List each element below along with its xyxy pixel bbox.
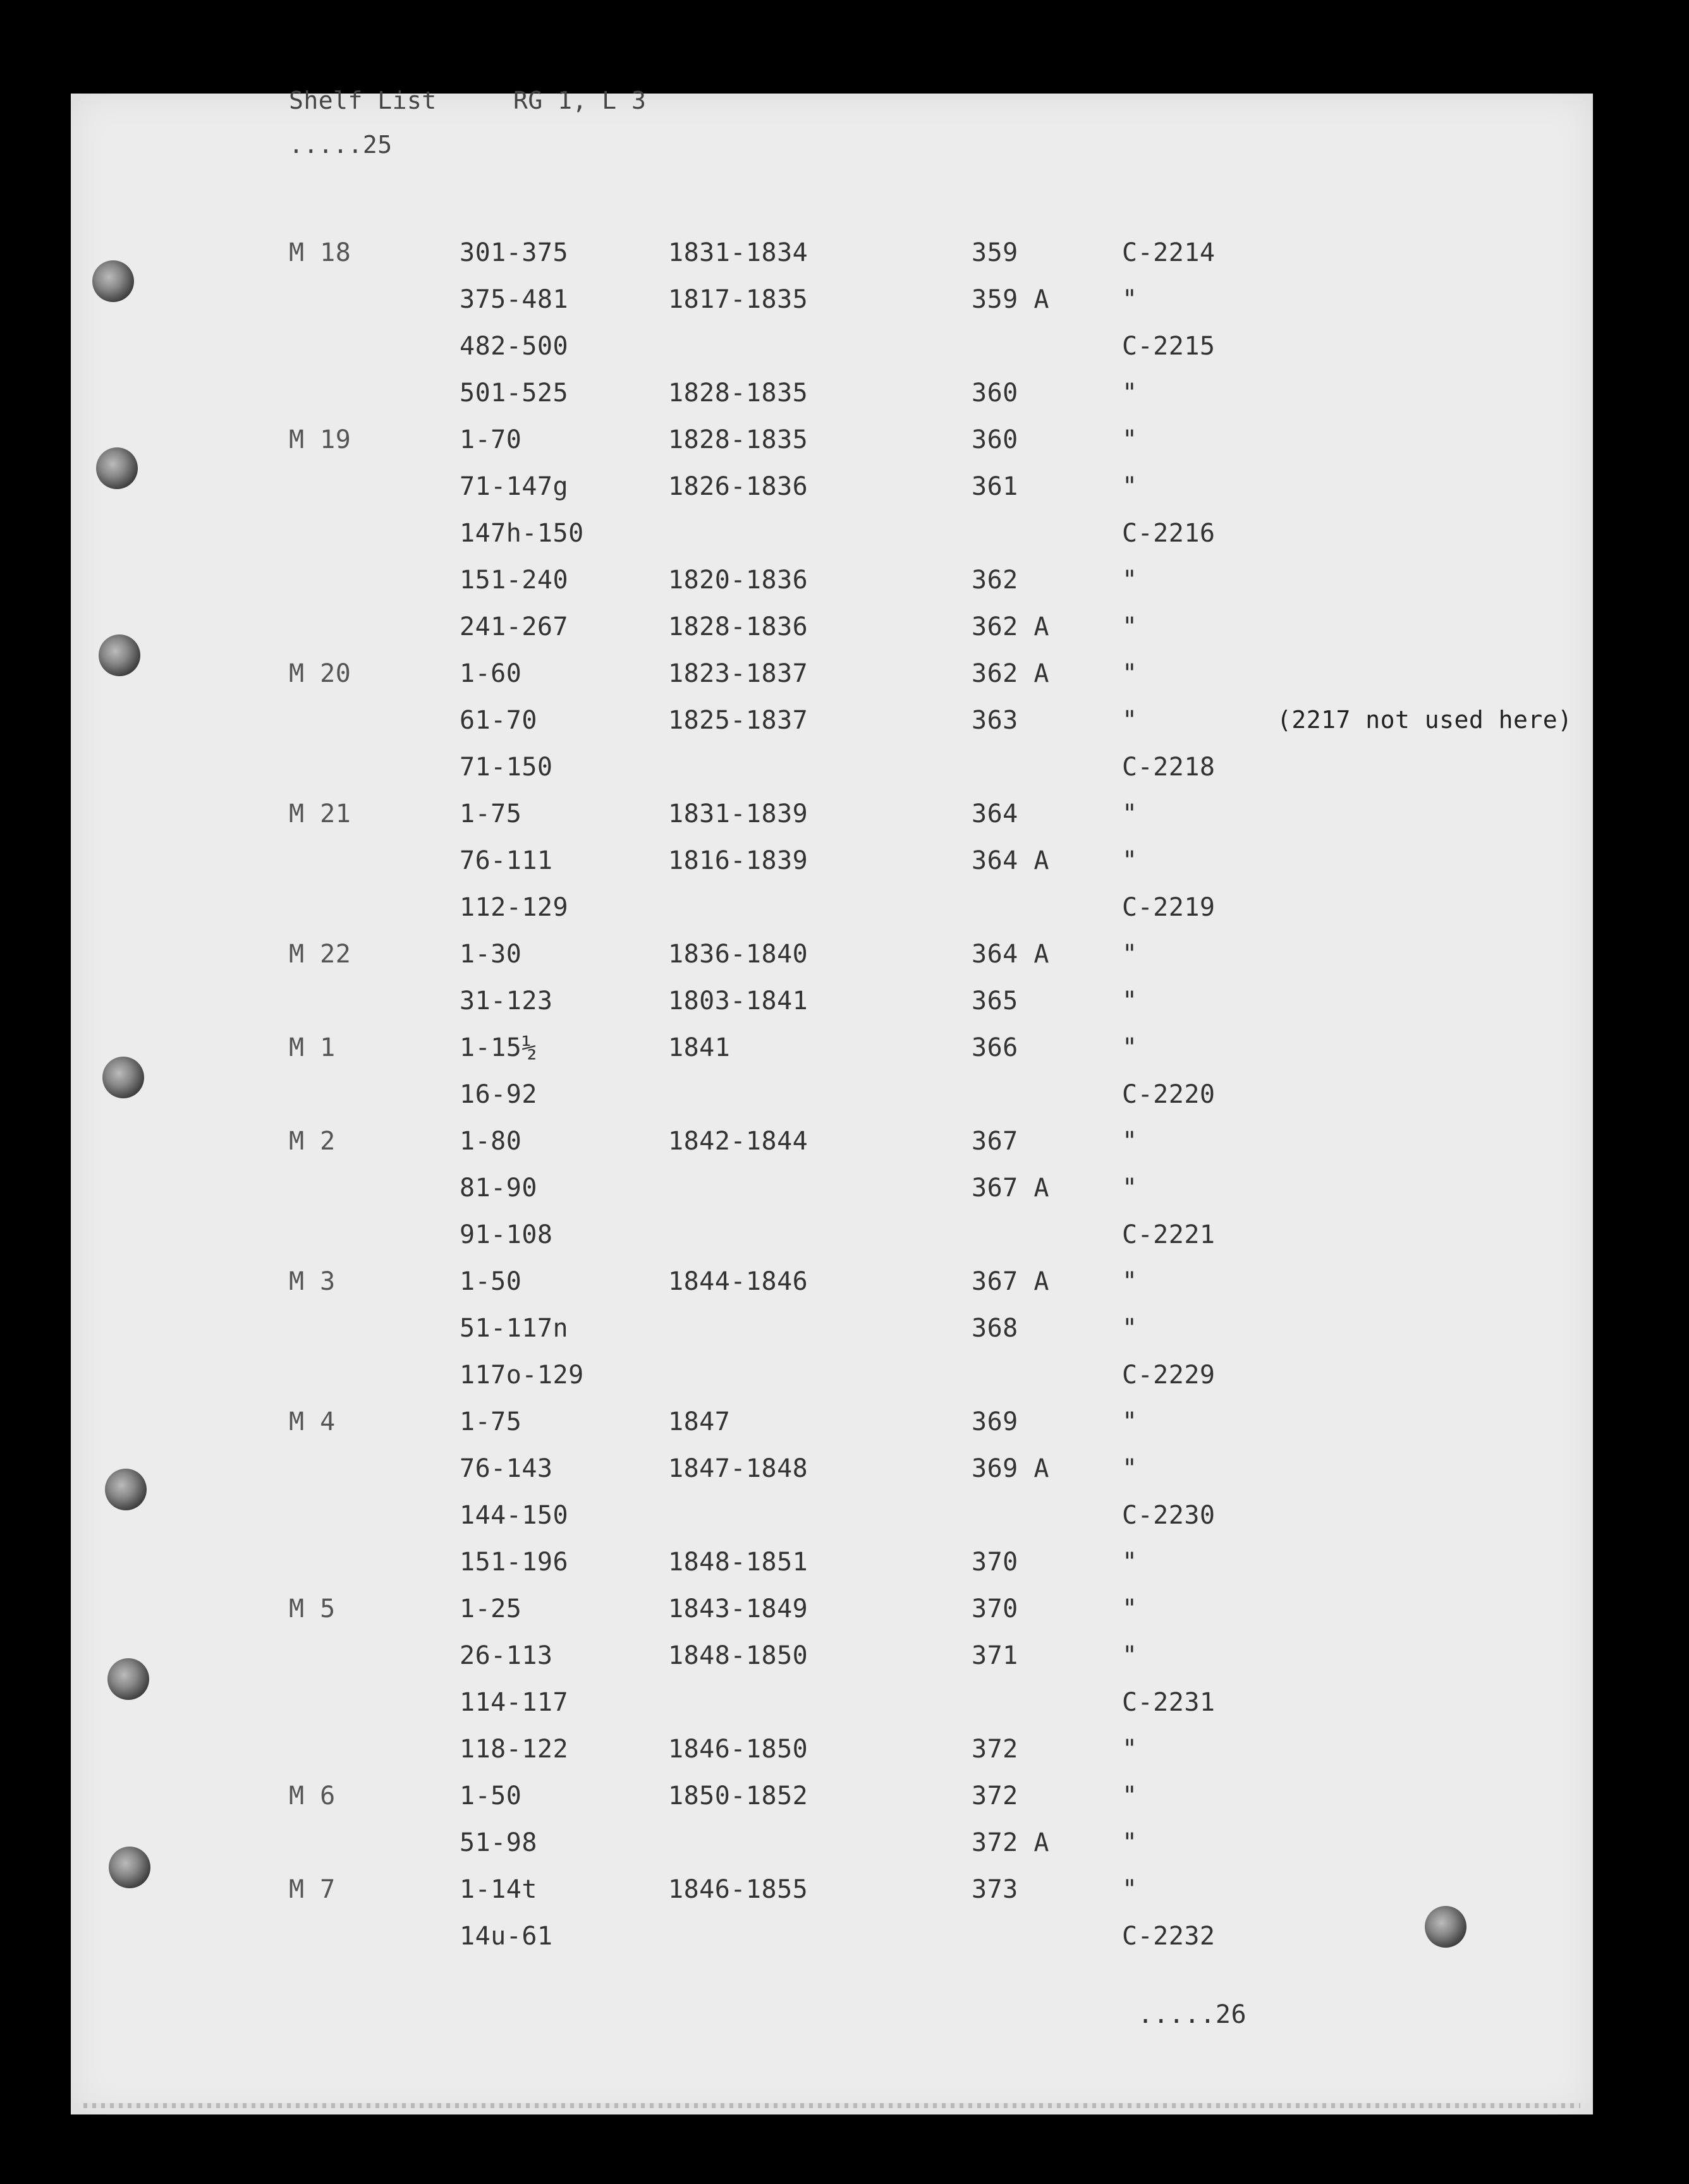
table-row	[71, 1643, 1593, 1675]
table-row	[71, 240, 1593, 272]
table-row	[71, 521, 1593, 552]
volume-number: 362	[972, 566, 1018, 595]
header-shelf-list: Shelf List	[289, 87, 437, 114]
microfilm-code: "	[1122, 1548, 1138, 1577]
item-range: 61-70	[460, 706, 537, 735]
volume-number: 364 A	[972, 940, 1049, 969]
reel-number: M 4	[289, 1407, 336, 1436]
date-range: 1847	[668, 1407, 731, 1436]
table-row	[71, 848, 1593, 880]
table-row	[71, 474, 1593, 506]
microfilm-code: C-2231	[1122, 1688, 1216, 1717]
item-range: 1-50	[460, 1781, 522, 1811]
table-row	[71, 1690, 1593, 1721]
volume-number: 365	[972, 986, 1018, 1016]
document-page	[71, 87, 1593, 2114]
reel-number: M 18	[289, 238, 351, 267]
date-range: 1828-1836	[668, 612, 808, 641]
table-row	[71, 567, 1593, 599]
microfilm-code: C-2221	[1122, 1220, 1216, 1249]
item-range: 1-30	[460, 940, 522, 969]
date-range: 1848-1851	[668, 1548, 808, 1577]
table-row	[71, 1503, 1593, 1534]
item-range: 112-129	[460, 893, 569, 922]
item-range: 118-122	[460, 1735, 569, 1764]
volume-number: 373	[972, 1875, 1018, 1904]
item-range: 144-150	[460, 1501, 569, 1530]
volume-number: 363	[972, 706, 1018, 735]
volume-number: 369 A	[972, 1454, 1049, 1483]
item-range: 71-150	[460, 753, 553, 782]
item-range: 151-240	[460, 566, 569, 595]
volume-number: 359 A	[972, 285, 1049, 314]
table-row	[71, 755, 1593, 786]
microfilm-code: "	[1122, 1828, 1138, 1857]
reel-number: M 19	[289, 425, 351, 454]
punch-hole	[102, 1057, 144, 1098]
table-row	[71, 1316, 1593, 1347]
date-range: 1803-1841	[668, 986, 808, 1016]
item-range: 1-60	[460, 659, 522, 688]
volume-number: 359	[972, 238, 1018, 267]
item-range: 51-98	[460, 1828, 537, 1857]
table-row	[71, 1175, 1593, 1207]
microfilm-code: "	[1122, 1875, 1138, 1904]
item-range: 482-500	[460, 332, 569, 361]
volume-number: 364 A	[972, 846, 1049, 875]
volume-number: 362 A	[972, 612, 1049, 641]
item-range: 81-90	[460, 1174, 537, 1203]
punch-hole	[105, 1469, 147, 1510]
reel-number: M 3	[289, 1267, 336, 1296]
microfilm-code: "	[1122, 1174, 1138, 1203]
microfilm-code: "	[1122, 1454, 1138, 1483]
date-range: 1828-1835	[668, 425, 808, 454]
microfilm-code: "	[1122, 285, 1138, 314]
item-range: 31-123	[460, 986, 553, 1016]
microfilm-code: "	[1122, 1407, 1138, 1436]
item-range: 501-525	[460, 379, 569, 408]
table-row	[71, 1269, 1593, 1301]
volume-number: 360	[972, 425, 1018, 454]
table-row	[71, 1550, 1593, 1581]
microfilm-code: "	[1122, 1781, 1138, 1811]
microfilm-code: "	[1122, 986, 1138, 1016]
date-range: 1847-1848	[668, 1454, 808, 1483]
table-row	[71, 1877, 1593, 1908]
microfilm-code: C-2230	[1122, 1501, 1216, 1530]
reel-number: M 1	[289, 1033, 336, 1062]
date-range: 1828-1835	[668, 379, 808, 408]
microfilm-code: C-2229	[1122, 1361, 1216, 1390]
microfilm-code: C-2220	[1122, 1080, 1216, 1109]
row-note: (2217 not used here)	[1277, 706, 1573, 734]
microfilm-code: "	[1122, 1314, 1138, 1343]
microfilm-code: C-2219	[1122, 893, 1216, 922]
reel-number: M 22	[289, 940, 351, 969]
microfilm-code: "	[1122, 846, 1138, 875]
punch-hole	[96, 447, 138, 489]
table-row	[71, 1082, 1593, 1113]
item-range: 1-80	[460, 1127, 522, 1156]
microfilm-code: "	[1122, 1033, 1138, 1062]
table-row	[71, 380, 1593, 412]
header-page-continuation: .....25	[289, 131, 393, 159]
volume-number: 370	[972, 1594, 1018, 1623]
item-range: 375-481	[460, 285, 569, 314]
item-range: 117o-129	[460, 1361, 584, 1390]
reel-number: M 20	[289, 659, 351, 688]
microfilm-code: "	[1122, 659, 1138, 688]
date-range: 1826-1836	[668, 472, 808, 501]
volume-number: 372	[972, 1735, 1018, 1764]
microfilm-code: "	[1122, 1267, 1138, 1296]
date-range: 1820-1836	[668, 566, 808, 595]
date-range: 1850-1852	[668, 1781, 808, 1811]
table-row	[71, 1783, 1593, 1815]
volume-number: 369	[972, 1407, 1018, 1436]
date-range: 1831-1839	[668, 799, 808, 828]
volume-number: 364	[972, 799, 1018, 828]
punch-hole	[1425, 1906, 1466, 1948]
item-range: 301-375	[460, 238, 569, 267]
date-range: 1831-1834	[668, 238, 808, 267]
date-range: 1825-1837	[668, 706, 808, 735]
punch-hole	[107, 1658, 149, 1700]
punch-hole	[109, 1847, 150, 1888]
volume-number: 367 A	[972, 1267, 1049, 1296]
table-row	[71, 708, 1593, 739]
table-row	[71, 1222, 1593, 1254]
item-range: 1-50	[460, 1267, 522, 1296]
table-row	[71, 801, 1593, 833]
volume-number: 362 A	[972, 659, 1049, 688]
date-range: 1843-1849	[668, 1594, 808, 1623]
table-row	[71, 334, 1593, 365]
volume-number: 372	[972, 1781, 1018, 1811]
microfilm-code: "	[1122, 940, 1138, 969]
item-range: 14u-61	[460, 1922, 553, 1951]
item-range: 114-117	[460, 1688, 569, 1717]
volume-number: 360	[972, 379, 1018, 408]
table-row	[71, 1035, 1593, 1067]
item-range: 76-143	[460, 1454, 553, 1483]
table-row	[71, 1456, 1593, 1488]
date-range: 1816-1839	[668, 846, 808, 875]
table-row	[71, 1830, 1593, 1862]
microfilm-code: "	[1122, 1641, 1138, 1670]
reel-number: M 6	[289, 1781, 336, 1811]
punch-hole	[92, 260, 134, 302]
date-range: 1846-1855	[668, 1875, 808, 1904]
footer-continuation: .....26	[1138, 2000, 1247, 2029]
item-range: 26-113	[460, 1641, 553, 1670]
volume-number: 371	[972, 1641, 1018, 1670]
item-range: 76-111	[460, 846, 553, 875]
table-row	[71, 1409, 1593, 1441]
microfilm-code: "	[1122, 1127, 1138, 1156]
reel-number: M 5	[289, 1594, 336, 1623]
microfilm-code: "	[1122, 1735, 1138, 1764]
table-row	[71, 895, 1593, 926]
date-range: 1842-1844	[668, 1127, 808, 1156]
item-range: 71-147g	[460, 472, 569, 501]
volume-number: 368	[972, 1314, 1018, 1343]
volume-number: 370	[972, 1548, 1018, 1577]
item-range: 151-196	[460, 1548, 569, 1577]
volume-number: 372 A	[972, 1828, 1049, 1857]
volume-number: 367	[972, 1127, 1018, 1156]
date-range: 1846-1850	[668, 1735, 808, 1764]
table-row	[71, 614, 1593, 646]
microfilm-code: C-2215	[1122, 332, 1216, 361]
page-bottom-edge	[83, 2103, 1580, 2108]
table-row	[71, 1924, 1593, 1955]
reel-number: M 7	[289, 1875, 336, 1904]
table-row	[71, 988, 1593, 1020]
volume-number: 367 A	[972, 1174, 1049, 1203]
date-range: 1841	[668, 1033, 731, 1062]
item-range: 1-15½	[460, 1033, 537, 1062]
volume-number: 361	[972, 472, 1018, 501]
date-range: 1836-1840	[668, 940, 808, 969]
table-row	[71, 1362, 1593, 1394]
table-row	[71, 1129, 1593, 1160]
microfilm-code: "	[1122, 379, 1138, 408]
microfilm-code: C-2214	[1122, 238, 1216, 267]
date-range: 1844-1846	[668, 1267, 808, 1296]
table-row	[71, 661, 1593, 693]
item-range: 51-117n	[460, 1314, 569, 1343]
date-range: 1823-1837	[668, 659, 808, 688]
table-row	[71, 1596, 1593, 1628]
item-range: 91-108	[460, 1220, 553, 1249]
item-range: 1-75	[460, 1407, 522, 1436]
microfilm-code: C-2232	[1122, 1922, 1216, 1951]
microfilm-code: "	[1122, 612, 1138, 641]
item-range: 1-70	[460, 425, 522, 454]
microfilm-code: "	[1122, 566, 1138, 595]
table-row	[71, 1737, 1593, 1768]
table-row	[71, 287, 1593, 318]
microfilm-code: "	[1122, 706, 1138, 735]
microfilm-code: "	[1122, 1594, 1138, 1623]
header-record-group: RG 1, L 3	[513, 87, 647, 114]
item-range: 1-75	[460, 799, 522, 828]
date-range: 1848-1850	[668, 1641, 808, 1670]
microfilm-code: C-2216	[1122, 519, 1216, 548]
reel-number: M 2	[289, 1127, 336, 1156]
volume-number: 366	[972, 1033, 1018, 1062]
punch-hole	[99, 634, 140, 676]
microfilm-code: "	[1122, 472, 1138, 501]
item-range: 147h-150	[460, 519, 584, 548]
item-range: 1-14t	[460, 1875, 537, 1904]
microfilm-code: "	[1122, 799, 1138, 828]
table-row	[71, 427, 1593, 459]
item-range: 16-92	[460, 1080, 537, 1109]
microfilm-code: C-2218	[1122, 753, 1216, 782]
reel-number: M 21	[289, 799, 351, 828]
item-range: 241-267	[460, 612, 569, 641]
microfilm-code: "	[1122, 425, 1138, 454]
date-range: 1817-1835	[668, 285, 808, 314]
item-range: 1-25	[460, 1594, 522, 1623]
table-row	[71, 942, 1593, 973]
